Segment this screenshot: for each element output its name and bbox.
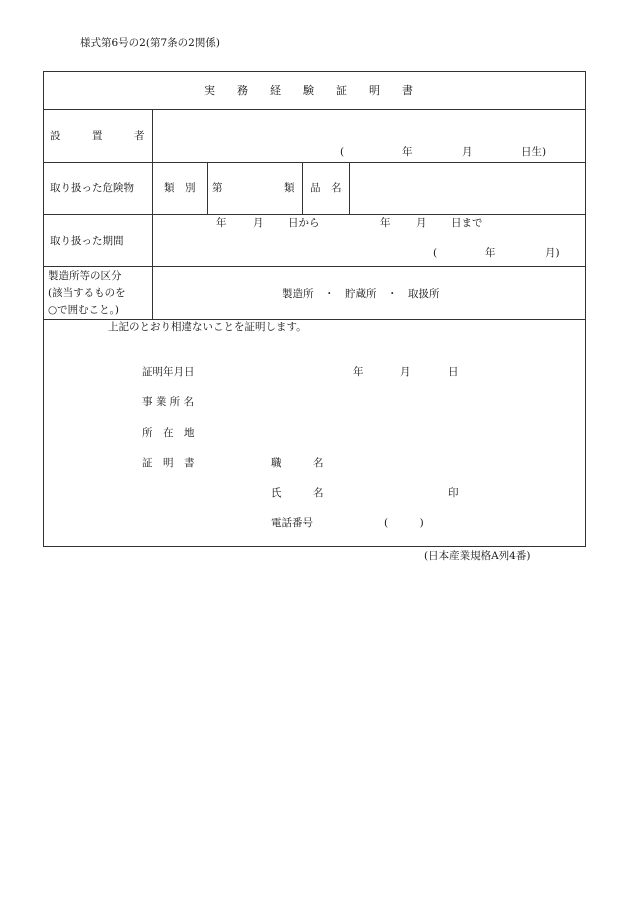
to-year-label: 年: [380, 217, 391, 229]
phone-label: 電話番号: [271, 517, 313, 529]
to-month-label: 月: [416, 217, 427, 229]
cert-date-label: 証明年月日: [142, 366, 195, 378]
label-setchisha: 設 置 者: [50, 130, 145, 142]
seal-mark: 印: [448, 487, 459, 499]
position-label: 職 名: [271, 457, 324, 469]
label-category-line3: ○で囲むこと。): [48, 304, 120, 316]
hinmei-label: 品 名: [310, 182, 342, 194]
certification-statement: 上記のとおり相違ないことを証明します。: [108, 321, 307, 333]
cert-year-label: 年: [353, 366, 364, 378]
from-day-label: 日から: [288, 217, 320, 229]
birth-day-label: 日生): [521, 146, 547, 158]
cell-divider: [207, 162, 208, 214]
row-divider: [43, 266, 586, 267]
label-kikenbutsu: 取り扱った危険物: [50, 182, 134, 194]
cert-day-label: 日: [448, 366, 459, 378]
row-divider: [43, 214, 586, 215]
office-name-label: 事 業 所 名: [142, 396, 195, 408]
row-divider: [43, 162, 586, 163]
label-column-divider: [152, 109, 153, 319]
certifier-label: 証 明 書: [142, 457, 195, 469]
paper-size-note: (日本産業規格A列4番): [424, 550, 531, 562]
category-options: 製造所 ・ 貯蔵所 ・ 取扱所: [282, 288, 440, 300]
from-year-label: 年: [216, 217, 227, 229]
birth-open-paren: (: [340, 146, 345, 158]
ruibetsu-label: 類 別: [164, 182, 196, 194]
row-divider: [43, 109, 586, 110]
label-category-line2: (該当するものを: [48, 287, 126, 299]
birth-year-label: 年: [402, 146, 413, 158]
dai-label: 第: [212, 182, 223, 194]
label-period: 取り扱った期間: [50, 235, 124, 247]
location-label: 所 在 地: [142, 427, 195, 439]
duration-month-label: 月): [545, 247, 560, 259]
row-divider: [43, 319, 586, 320]
birth-month-label: 月: [462, 146, 473, 158]
cert-month-label: 月: [400, 366, 411, 378]
name-label: 氏 名: [271, 487, 324, 499]
label-category-line1: 製造所等の区分: [48, 270, 122, 282]
from-month-label: 月: [253, 217, 264, 229]
rui-label: 類: [284, 182, 295, 194]
form-number: 様式第6号の2(第7条の2関係): [80, 37, 220, 49]
cell-divider: [349, 162, 350, 214]
cell-divider: [302, 162, 303, 214]
form-title: 実 務 経 験 証 明 書: [204, 84, 413, 97]
to-day-label: 日まで: [451, 217, 483, 229]
duration-year-label: 年: [485, 247, 496, 259]
duration-open-paren: (: [433, 247, 438, 259]
phone-parens: ( ): [384, 517, 424, 529]
certificate-form: [43, 71, 586, 547]
